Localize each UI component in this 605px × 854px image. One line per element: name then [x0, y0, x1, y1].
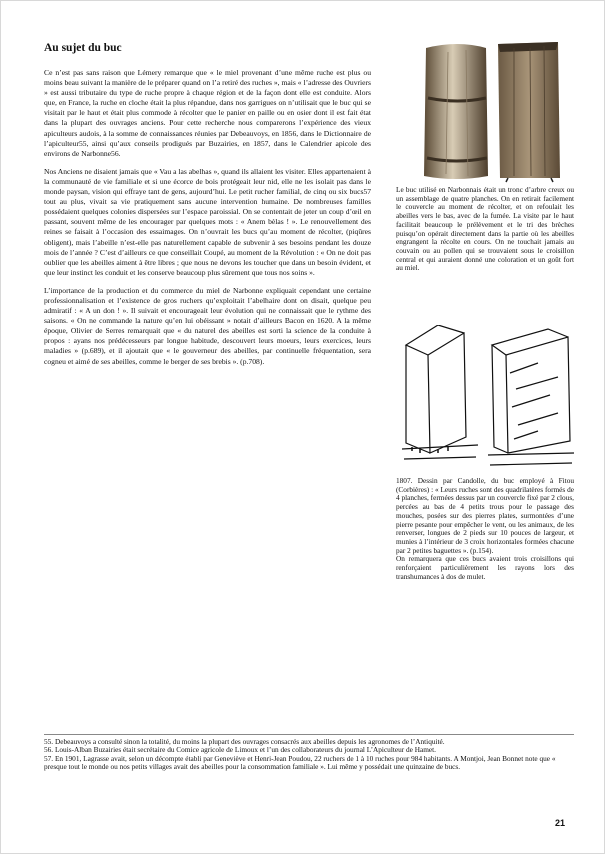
sketch-caption — [396, 477, 574, 581]
paragraph: Ce n’est pas sans raison que Lémery remarque que « le miel provenant d’une même ruche est plus ou moins beau suivant la manière de le préparer quand on l’a retiré des ruches », mais « l’adresse des Ouvriers » est aussi tributaire du type de ruche propre à chaque région et de la façon dont elle est conduite. Alors que, en France, la ruche en cloche était la plus répandue, dans nos garrigues on n’utilisait que le buc qui se visitait par le haut et était plus commode à récolter que le panier en paille ou en osier dont il est fait état dans la plupart des ouvrages anciens. Pour cette recherche nous comparerons l’expérience des vieux apiculteurs audois, à la somme de connaissances réunies par Debeauvoys, en 1856, dans le Dictionnaire de l’apiculteur55, ainsi qu’aux conseils prodigués par Buzairies, en 1857, dans le Calendrier apicole des environs de Narbonne56. — [44, 68, 371, 158]
section-title: Au sujet du buc — [44, 42, 122, 54]
footnote: 56. Louis-Alban Buzairies était secrétaire du Comice agricole de Limoux et l’un des collaborateurs du journal L’Apiculteur de Hamet. — [44, 745, 437, 755]
photo-caption: Le buc utilisé en Narbonnais était un tronc d’arbre creux ou un assemblage de quatre planches. On en retirait facilement le couvercle au moment de récolter, et on refoulait les abeilles vers le bas, avec de la fumée. La visite par le haut facilitait beaucoup le prélèvement et le tri des brèches puisqu’on opérait directement dans la partie où les abeilles engrangent la récolte en cours. On ne touchait jamais au couvain ou au pollen qui se trouvaient sous le croisillon central et qui auraient donné une coloration et un goût fort au miel. — [396, 185, 574, 273]
sketch-caption-paragraph: On remarquera que ces bucs avaient trois croisillons qui renforçaient particulièrement les rayons lors des transhumances à dos de mulet. — [396, 554, 574, 581]
footnotes — [44, 734, 574, 772]
page-number: 21 — [555, 818, 566, 828]
footnote: 57. En 1901, Lagrasse avait, selon un décompte établi par Geneviève et Henri-Jean Poudou, 22 ruchers de 1 à 10 ruches pour 984 habitants. A Montjoi, Jean Bonnet note que « presque tout le monde ou nos petits villages avait des abeilles pour la consommation familiale ». Lui même y possédait une quinzaine de bucs. — [44, 753, 556, 772]
paragraph: L’importance de la production et du commerce du miel de Narbonne expliquait cependant une certaine professionnalisation et l’existence de gros ruchers qu’exploitait l’abelhaire dont on disait, quelque peu admiratif : « A un don ! ». Il suivait et encourageait leur évolution qui ne connaissait que le rythme des saisons. « On ne commande la nature qu’en lui obéissant » notait d’ailleurs Bacon en 1620. A la même époque, Olivier de Serres remarquait que « du naturel des abeilles est sorti la science de la conduite à propos : ayans nos prédécesseurs par longue habitude, descouvert leurs moeurs, leurs exercices, leurs maladies » (p.689), et il ajoutait que « le gouverneur des abeilles, par continuelle fréquentation, sera cogneu et aimé de ses abeilles, comme le berger de ses brebis ». (p.708). — [44, 285, 371, 366]
main-text-column — [44, 68, 371, 375]
buc-sketch — [398, 325, 576, 471]
sketch-caption-paragraph: 1807. Dessin par Candolle, du buc employé à Fitou (Corbières) : « Leurs ruches sont des quadrilatères formés de 4 planches, fermées dessus par un couvercle fixé par 2 clous, percées au bas de 4 petits trous pour le passage des mouches, posées sur des pierres plates, surmontées d’une pierre pesante pour empêcher le vent, ou les animaux, de les renverser, longues de 2 pieds sur 10 pouces de largeur, et munies à l’intérieur de 3 croix horizontales formées chacune par 2 petites baguettes ». (p.154). — [396, 476, 574, 555]
footnote: 55. Debeauvoys a consulté sinon la totalité, du moins la plupart des ouvrages consacrés aux abeilles depuis les agronomes de l’Antiquité. — [44, 737, 445, 746]
paragraph: Nos Anciens ne disaient jamais que « Vau a las abelhas », quand ils allaient les visiter. Elles appartenaient à la communauté de vie familiale et si une écorce de bois protégeait leur nid, elle ne les isolait pas dans le monde paysan, vision qui effraye tant de gens, aujourd’hui. Le petit rucher familial, de cinq ou six bucs57 tout au plus, vivait sa vie pratiquement sans aucune intervention humaine. De nombreuses familles possédaient quelques colonies dispersées sur l’espace paroissial. On se contentait de jeter un coup d’œil en passant, souvent même de les encourager par quelques mots : « Anem bèlas ! ». Le renouvellement des reines se faisait à l’occasion des essaimages. On n’ouvrait les bucs qu’au moment de récolter, (piqûres obligent), mais l’abeille n’est-elle pas naturellement capable de subvenir à ses besoins pendant les douze mois de l’année ? C’est d’ailleurs ce que conseillait Coupé, au moment de la Révolution : « On ne doit pas oublier que les abeilles aiment à être libres ; que nous ne devons les toucher que dans un besoin évident, et que leur instinct les conduit et les conserve beaucoup plus sûrement que tous nos soins ». — [44, 166, 371, 277]
buc-photo — [418, 38, 570, 183]
